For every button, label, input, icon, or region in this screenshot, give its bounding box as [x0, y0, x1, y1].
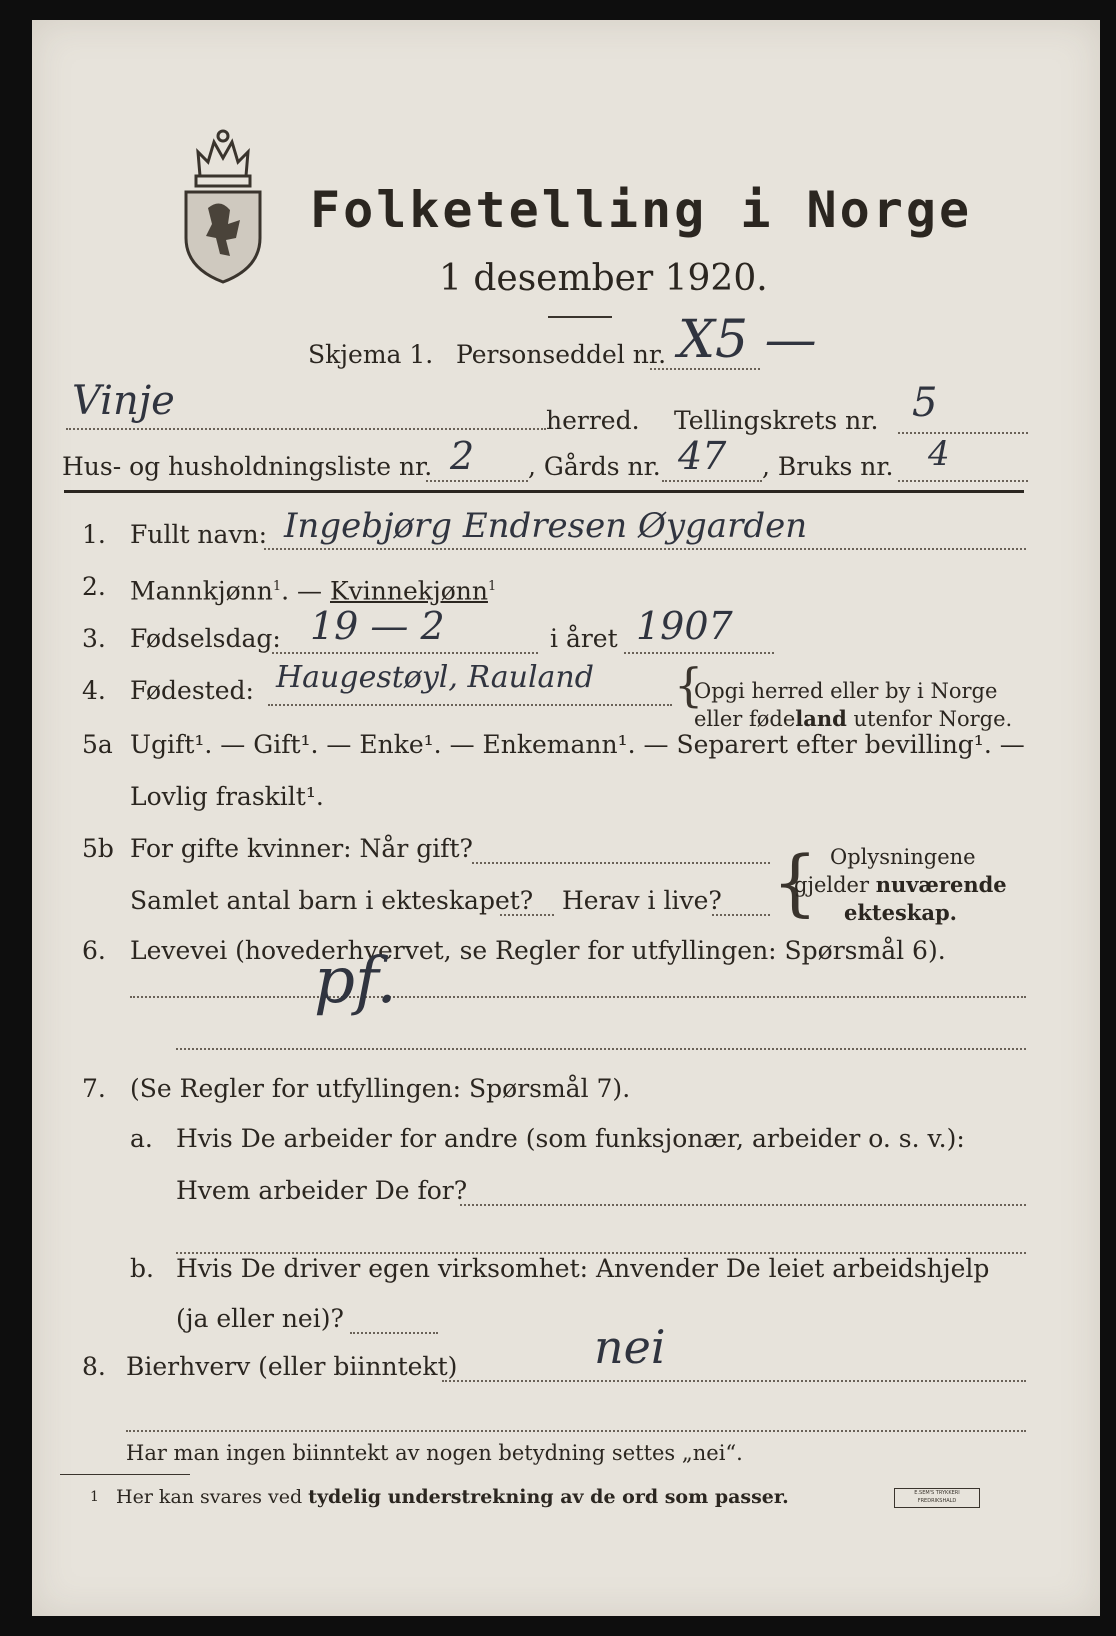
q5b-barn-line	[500, 914, 554, 916]
q2-mannkjonn: Mannkjønn	[130, 576, 273, 606]
bruks-value: 4	[928, 434, 950, 474]
q5b-line2a: Samlet antal barn i ekteskapet?	[130, 886, 534, 915]
q4-brace: {	[674, 658, 704, 712]
q5b-number: 5b	[82, 834, 114, 863]
q4-number: 4.	[82, 676, 106, 705]
q7a-letter: a.	[130, 1124, 153, 1153]
personseddel-value: X5 —	[678, 310, 817, 370]
census-form-page	[32, 20, 1100, 1616]
q1-label: Fullt navn:	[130, 520, 268, 549]
bruks-label: , Bruks nr.	[762, 452, 894, 481]
q4-note-line1: Opgi herred eller by i Norge	[694, 679, 998, 703]
q7-number: 7.	[82, 1074, 106, 1103]
q5b-note2: gjelder nuværende	[794, 872, 1007, 897]
q7a-line1: Hvis De arbeider for andre (som funksjonær, arbeider o. s. v.):	[176, 1124, 965, 1153]
hus-line	[426, 480, 528, 482]
footnote-rule	[60, 1474, 190, 1475]
q8-line2	[126, 1430, 1026, 1432]
q5b-line1: For gifte kvinner: Når gift?	[130, 834, 473, 863]
q3-label: Fødselsdag:	[130, 624, 281, 653]
tellingskrets-line	[898, 432, 1028, 434]
q5b-line2b: Herav i live?	[562, 886, 722, 915]
q6-value: pf.	[314, 944, 397, 1018]
q8-value: nei	[594, 1320, 666, 1374]
q3-day-line	[272, 652, 538, 654]
q5b-note1: Oplysningene	[830, 845, 976, 869]
q7b-line2: (ja eller nei)?	[176, 1304, 344, 1333]
q8-note: Har man ingen biinntekt av nogen betydning settes „nei“.	[126, 1441, 743, 1465]
herred-label: herred.	[546, 406, 640, 435]
bruks-line	[898, 480, 1028, 482]
q8-line	[442, 1380, 1026, 1382]
q6-line1	[130, 996, 1026, 998]
title-divider	[548, 316, 612, 318]
q5b-brace: {	[772, 840, 818, 924]
q8-number: 8.	[82, 1352, 106, 1381]
q7b-line	[350, 1332, 438, 1334]
q5a-line1: Ugift¹. — Gift¹. — Enke¹. — Enkemann¹. — Separert efter bevilling¹. —	[130, 730, 1025, 759]
q2-sep: . —	[281, 576, 323, 606]
herred-line	[66, 428, 546, 430]
q3-value: 19 — 2	[310, 604, 445, 648]
q4-label: Fødested:	[130, 676, 254, 705]
q4-line	[268, 704, 672, 706]
form-title: Folketelling i Norge	[310, 181, 973, 239]
q7a-line	[460, 1204, 1026, 1206]
q5b-live-line	[712, 914, 770, 916]
coat-of-arms-icon	[180, 128, 266, 286]
header-rule	[64, 490, 1024, 493]
q3-year-label: i året	[550, 624, 618, 653]
q4-note-line2: eller fødeland utenfor Norge.	[694, 706, 1013, 731]
personseddel-label: Personseddel nr.	[456, 340, 667, 369]
gards-label: , Gårds nr.	[528, 452, 661, 481]
q7-label: (Se Regler for utfyllingen: Spørsmål 7).	[130, 1074, 631, 1103]
herred-value: Vinje	[72, 378, 175, 424]
tellingskrets-value: 5	[912, 380, 938, 426]
q6-label: Levevei (hovederhvervet, se Regler for utfyllingen: Spørsmål 6).	[130, 936, 946, 965]
q3-number: 3.	[82, 624, 106, 653]
form-date: 1 desember 1920.	[439, 258, 768, 299]
q7b-letter: b.	[130, 1254, 154, 1283]
printer-stamp: E.SEM'S TRYKKERI FREDRIKSHALD	[894, 1488, 980, 1508]
q5b-gift-line	[472, 862, 770, 864]
tellingskrets-label: Tellingskrets nr.	[674, 406, 879, 435]
footnote-text: Her kan svares ved tydelig understrekning av de ord som passer.	[116, 1486, 789, 1508]
hus-label: Hus- og husholdningsliste nr.	[62, 452, 433, 481]
q7b-line1: Hvis De driver egen virksomhet: Anvender De leiet arbeidshjelp	[176, 1254, 990, 1283]
q2-number: 2.	[82, 572, 106, 601]
footnote-mark: 1	[90, 1489, 99, 1505]
q3-year-value: 1907	[636, 604, 733, 648]
q4-value: Haugestøyl, Rauland	[276, 660, 594, 695]
q3-year-line	[624, 652, 774, 654]
q2-options	[130, 572, 496, 606]
q2-sup-a: 1	[272, 579, 282, 594]
q1-value: Ingebjørg Endresen Øygarden	[284, 506, 808, 546]
hus-value: 2	[450, 434, 475, 478]
q7a-line2: Hvem arbeider De for?	[176, 1176, 468, 1205]
gards-line	[662, 480, 762, 482]
q2-kvinnekjonn: Kvinnekjønn	[330, 576, 488, 606]
q1-line	[264, 548, 1026, 550]
q8-label: Bierhverv (eller biinntekt)	[126, 1352, 458, 1381]
gards-value: 47	[678, 434, 727, 478]
skjema-label: Skjema 1.	[308, 340, 434, 369]
q5a-number: 5a	[82, 730, 113, 759]
q1-number: 1.	[82, 520, 106, 549]
q6-number: 6.	[82, 936, 106, 965]
q5a-line2: Lovlig fraskilt¹.	[130, 782, 324, 811]
q6-line2	[176, 1048, 1026, 1050]
q2-sup-b: 1	[487, 579, 497, 594]
q5b-note3: ekteskap.	[844, 900, 957, 925]
